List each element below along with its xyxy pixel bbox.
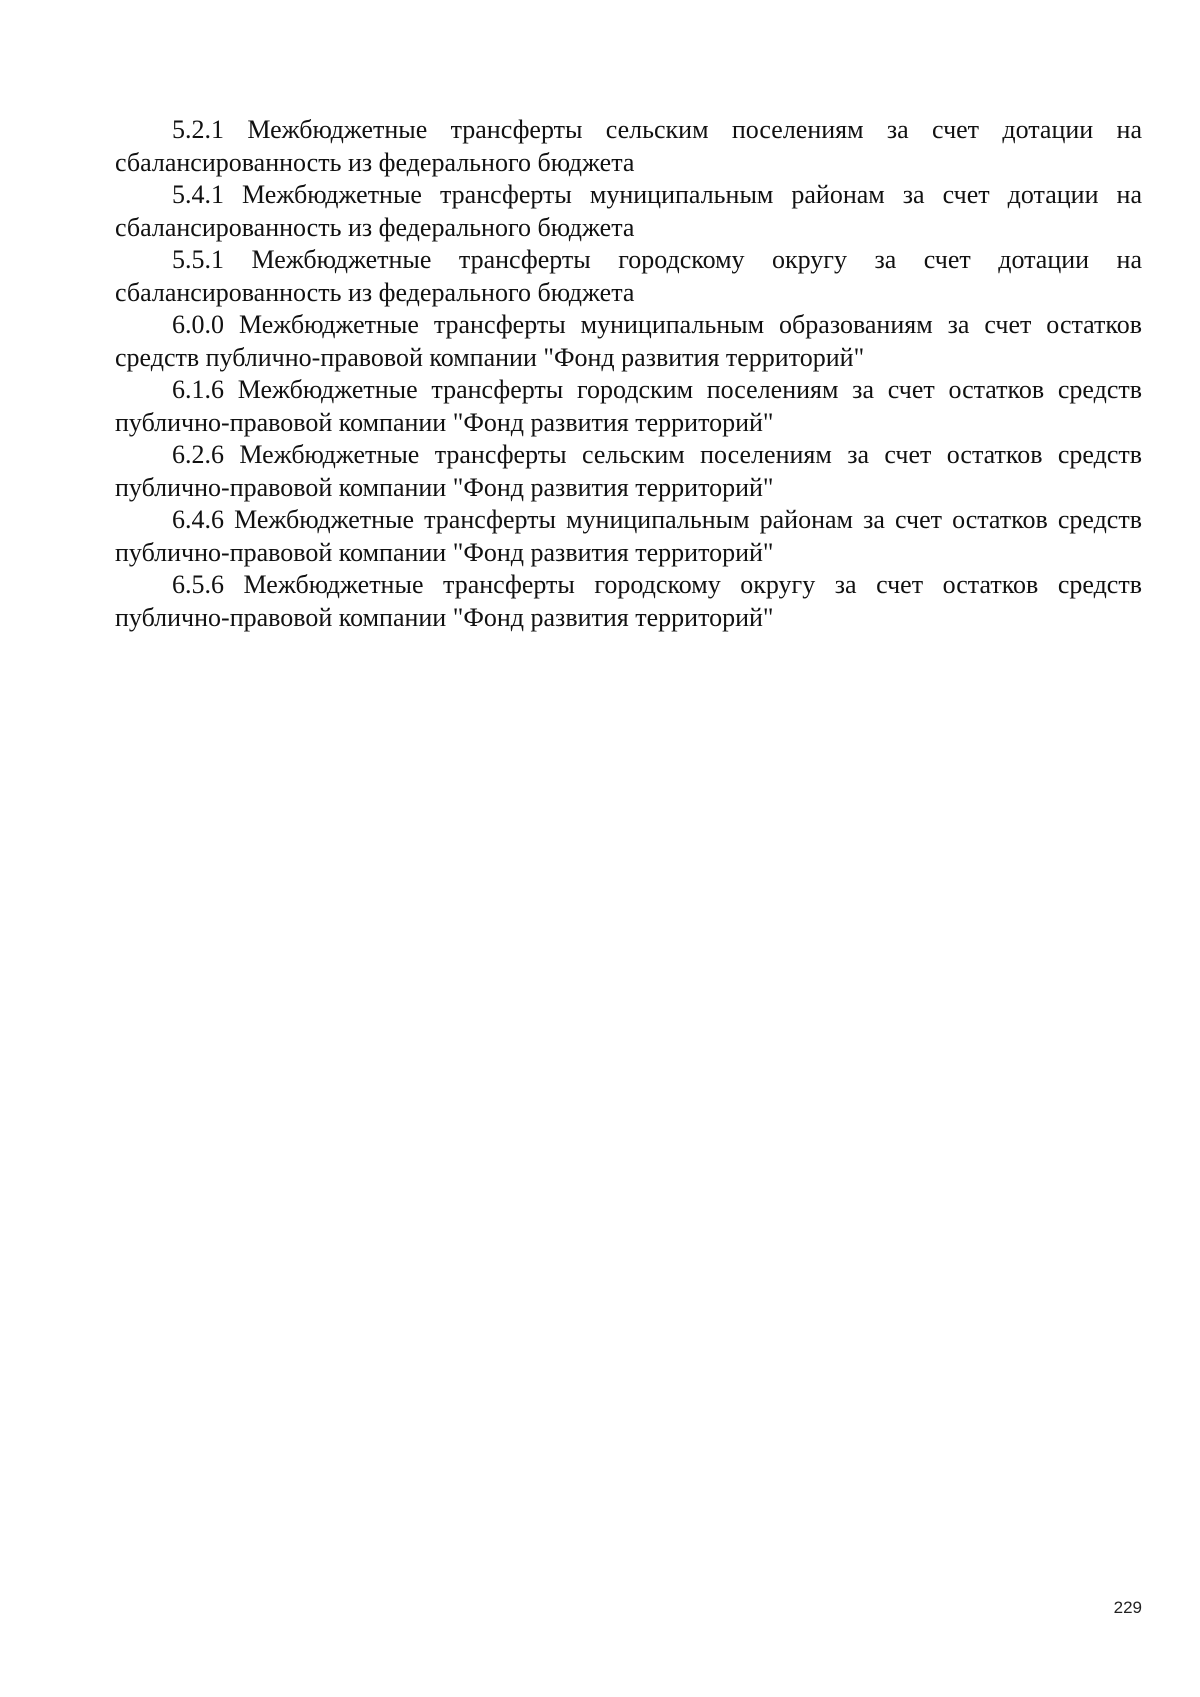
paragraph-6-2-6: 6.2.6 Межбюджетные трансферты сельским поселениям за счет остатков средств публично-правовой компании "Фонд развития территорий": [115, 440, 1142, 502]
paragraph-6-5-6: 6.5.6 Межбюджетные трансферты городскому округу за счет остатков средств публично-правовой компании "Фонд развития территорий": [115, 570, 1142, 632]
paragraph-6-1-6: 6.1.6 Межбюджетные трансферты городским поселениям за счет остатков средств публично-правовой компании "Фонд развития территорий": [115, 375, 1142, 437]
paragraph-6-4-6: 6.4.6 Межбюджетные трансферты муниципальным районам за счет остатков средств публично-правовой компании "Фонд развития территорий": [115, 505, 1142, 567]
paragraph-5-4-1: 5.4.1 Межбюджетные трансферты муниципальным районам за счет дотации на сбалансированность из федерального бюджета: [115, 180, 1142, 242]
paragraph-5-2-1: 5.2.1 Межбюджетные трансферты сельским поселениям за счет дотации на сбалансированность из федерального бюджета: [115, 115, 1142, 177]
document-body: [115, 114, 1142, 634]
paragraph-5-5-1: 5.5.1 Межбюджетные трансферты городскому округу за счет дотации на сбалансированность из федерального бюджета: [115, 245, 1142, 307]
paragraph-6-0-0: 6.0.0 Межбюджетные трансферты муниципальным образованиям за счет остатков средств публично-правовой компании "Фонд развития территорий": [115, 310, 1142, 372]
page-number: 229: [1113, 1598, 1142, 1617]
